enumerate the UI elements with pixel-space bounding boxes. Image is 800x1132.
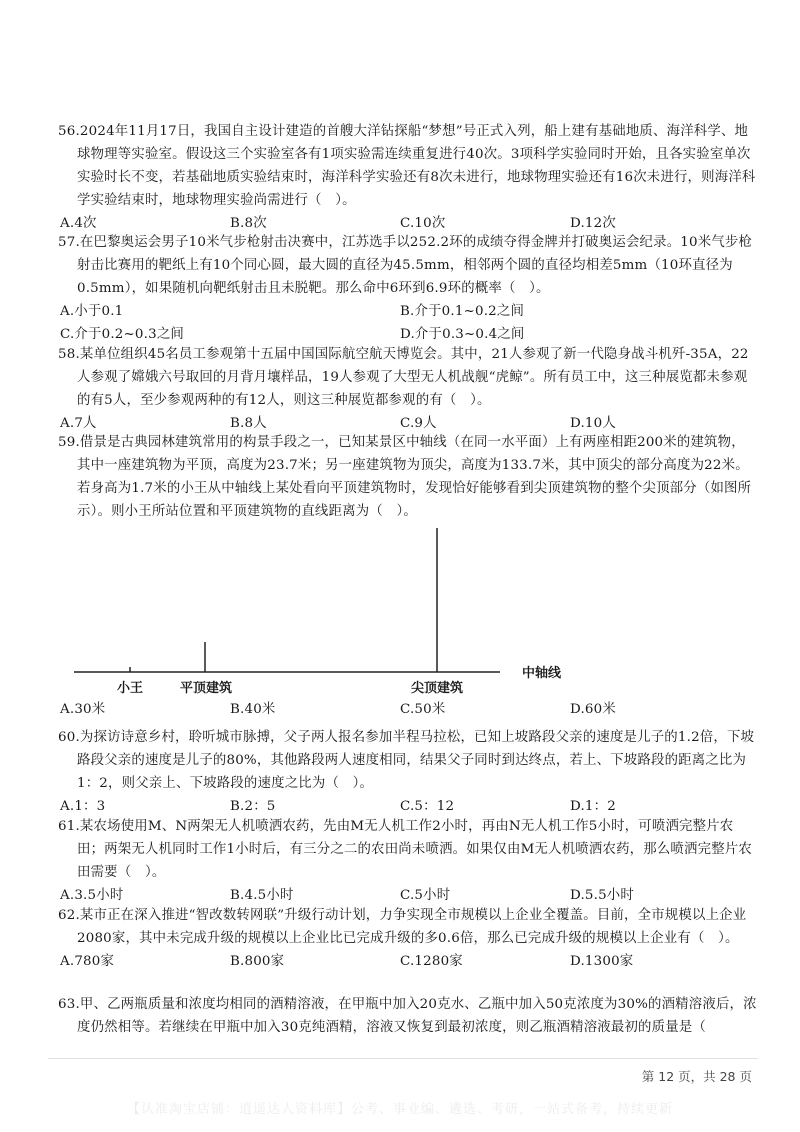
building-diagram [60, 520, 620, 700]
option-b: B.800家 [230, 954, 285, 969]
page-number: 第 12 页，共 28 页 [641, 1069, 752, 1084]
option-b: B.2：5 [230, 799, 276, 814]
option-c: C.介于0.2~0.3之间 [60, 327, 184, 342]
question-59 [58, 431, 758, 523]
option-c: C.5小时 [400, 888, 451, 903]
option-c: C.9人 [400, 416, 437, 431]
option-a: A.小于0.1 [60, 304, 124, 319]
option-c: C.10次 [400, 216, 446, 231]
option-d: D.1：2 [570, 799, 616, 814]
options [58, 300, 758, 346]
question-text: 63.甲、乙两瓶质量和浓度均相同的酒精溶液，在甲瓶中加入20克水、乙瓶中加入50克浓度为30%的酒精溶液后，浓度仍然相等。若继续在甲瓶中加入30克纯酒精，溶液又恢复到最初浓度，则乙瓶酒精溶液最初的质量是（ [58, 997, 757, 1035]
option-b: B.介于0.1~0.2之间 [400, 304, 525, 319]
option-d: D.介于0.3~0.4之间 [400, 327, 525, 342]
option-b: B.8次 [230, 216, 267, 231]
question-56 [58, 120, 758, 235]
option-c: C.50米 [400, 702, 446, 717]
footer-divider [48, 1058, 758, 1059]
question-57 [58, 231, 758, 346]
question-text: 61.某农场使用M、N两架无人机喷洒农药，先由M无人机工作2小时，再由N无人机工作5小时，可喷洒完整片农田；两架无人机同时工作1小时后，有三分之二的农田尚未喷洒。如果仅由M无人机喷洒农药，那么喷洒完整片农田需要（ ）。 [58, 819, 752, 880]
options [58, 950, 758, 973]
question-text: 57.在巴黎奥运会男子10米气步枪射击决赛中，江苏选手以252.2环的成绩夺得金牌并打破奥运会纪录。10米气步枪射击比赛用的靶纸上有10个同心圆，最大圆的直径为45.5mm，相邻两个圆的直径均相差5mm（10环直径为0.5mm），如果随机向靶纸射击且未脱靶。那么命中6环到6.9环的概率（ ）。 [58, 235, 753, 296]
axis-label: 中轴线 [522, 666, 562, 681]
option-a: A.7人 [60, 416, 97, 431]
flat-building-label: 平顶建筑 [179, 681, 233, 696]
option-d: D.12次 [570, 216, 616, 231]
watermark: 【认准淘宝店铺：逍遥达人资料库】公考、事业编、遴选、考研，一站式备考，持续更新 [126, 1102, 673, 1117]
question-text: 62.某市正在深入推进“智改数转网联”升级行动计划，力争实现全市规模以上企业全覆盖。目前，全市规模以上企业2080家，其中未完成升级的规模以上企业比已完成升级的多0.6倍，那么已完成升级的规模以上企业有（ ）。 [58, 908, 747, 946]
option-d: D.60米 [570, 702, 616, 717]
question-58 [58, 343, 758, 435]
option-a: A.3.5小时 [60, 888, 124, 903]
option-b: B.4.5小时 [230, 888, 294, 903]
options [58, 698, 758, 721]
option-c: C.1280家 [400, 954, 463, 969]
option-a: A.780家 [60, 954, 115, 969]
question-59-options-block [58, 698, 758, 721]
question-63 [58, 993, 758, 1039]
question-text: 56.2024年11月17日，我国自主设计建造的首艘大洋钻探船“梦想”号正式入列，船上建有基础地质、海洋科学、地球物理等实验室。假设这三个实验室各有1项实验需连续重复进行40次。3项科学实验同时开始，且各实验室单次实验时长不变，若基础地质实验结束时，海洋科学实验还有8次未进行，地球物理实验还有16次未进行，则海洋科学实验结束时，地球物理实验尚需进行（ ）。 [58, 124, 756, 208]
option-a: A.1：3 [60, 799, 106, 814]
option-d: D.1300家 [570, 954, 634, 969]
question-text: 58.某单位组织45名员工参观第十五届中国国际航空航天博览会。其中，21人参观了新一代隐身战斗机歼-35A，22人参观了嫦娥六号取回的月背月壤样品，19人参观了大型无人机战舰“虎鲸”。所有员工中，这三种展览都未参观的有5人，至少参观两种的有12人，则这三种展览都参观的有（ ）。 [58, 347, 749, 408]
question-text: 60.为探访诗意乡村，聆听城市脉搏，父子两人报名参加半程马拉松，已知上坡路段父亲的速度是儿子的1.2倍，下坡路段父亲的速度是儿子的80%，其他路段两人速度相同，结果父子同时到达终点，若上、下坡路段的距离之比为1：2，则父亲上、下坡路段的速度之比为（ ）。 [58, 730, 755, 791]
option-d: D.10人 [570, 416, 616, 431]
question-text: 59.借景是古典园林建筑常用的构景手段之一，已知某景区中轴线（在同一水平面）上有两座相距200米的建筑物，其中一座建筑物为平顶，高度为23.7米；另一座建筑物为顶尖，高度为133.7米，其中顶尖的部分高度为22米。若身高为1.7米的小王从中轴线上某处看向平顶建筑物时，发现恰好能够看到尖顶建筑物的整个尖顶部分（如图所示）。则小王所站位置和平顶建筑物的直线距离为（ ）。 [58, 435, 752, 519]
option-b: B.40米 [230, 702, 276, 717]
spire-building-label: 尖顶建筑 [410, 681, 464, 696]
question-61 [58, 815, 758, 907]
person-label: 小王 [116, 681, 144, 696]
option-b: B.8人 [230, 416, 267, 431]
option-a: A.4次 [60, 216, 97, 231]
option-d: D.5.5小时 [570, 888, 634, 903]
option-c: C.5：12 [400, 799, 455, 814]
option-a: A.30米 [60, 702, 106, 717]
question-62 [58, 904, 758, 973]
question-60 [58, 726, 758, 818]
